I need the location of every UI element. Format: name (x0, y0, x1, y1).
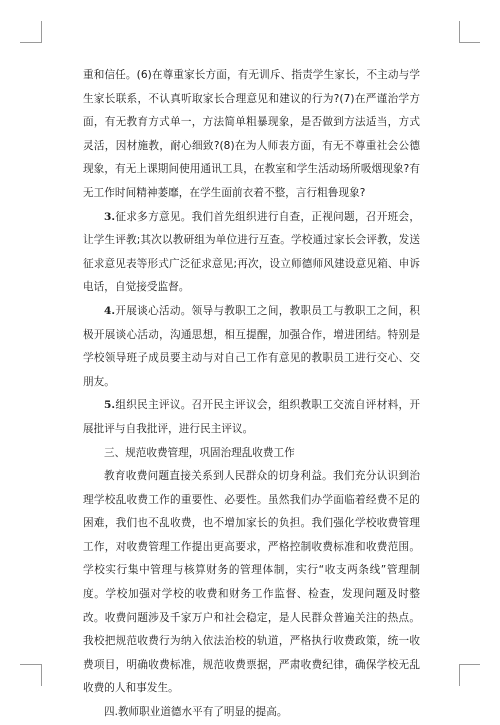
item-text: 开展谈心活动。领导与教职工之间，教职员工与教职工之间，积极开展谈心活动，沟通思想，相互提醒，加强合作，增进团结。特别是学校领导班子成员要主动与对自己工作有意见的教职员工进行交心、交朋友。 (83, 304, 420, 388)
section-heading-4: 四.教师职业道德水平有了明显的提高。 (104, 706, 288, 719)
document-body (83, 64, 420, 725)
crop-mark-bottom-right-v (459, 664, 460, 686)
crop-mark-bottom-left-h (20, 664, 41, 665)
crop-mark-top-left-v (41, 21, 42, 43)
crop-mark-top-right-h (459, 42, 480, 43)
item-text: 组织民主评议。召开民主评议会，组织教职工交流自评材料，开展批评与自我批评，进行民主评议。 (83, 399, 420, 435)
paragraph-continuation: 重和信任。(6)在尊重家长方面，有无训斥、指责学生家长，不主动与学生家长联系，不认真听取家长合理意见和建议的行为?(7)在严谨治学方面，有无教育方式单一，方法简单粗暴现象，是否做到方法适当，方式灵活，因材施教，耐心细致?(8)在为人师表方面，有无不尊重社会公德现象，有无上课期间使用通讯工具，在教室和学生活动场所吸烟现象?有无工作时间精神萎靡，在学生面前衣着不整，言行粗鲁现象? (83, 69, 420, 199)
item-number: 5. (104, 399, 116, 412)
crop-mark-top-left-h (20, 42, 41, 43)
crop-mark-top-right-v (459, 21, 460, 43)
item-text: 征求多方意见。我们首先组织进行自查，正视问题，召开班会，让学生评教;其次以教研组为单位进行互查。学校通过家长会评教，发送征求意见表等形式广泛征求意见;再次，设立师德师风建设意见箱、申诉电话，自觉接受监督。 (83, 210, 420, 294)
section-heading-3: 三、规范收费管理，巩固治理乱收费工作 (104, 446, 295, 459)
item-number: 3. (104, 210, 116, 223)
item-number: 4. (104, 304, 116, 317)
paragraph-item-3 (83, 206, 420, 300)
paragraph-item-4 (83, 300, 420, 394)
paragraph-fee-management: 教育收费问题直接关系到人民群众的切身利益。我们充分认识到治理学校乱收费工作的重要性、必要性。虽然我们办学面临着经费不足的困难，我们也不乱收费，也不增加家长的负担。我们强化学校收费管理工作，对收费管理工作提出更高要求，严格控制收费标准和收费范围。学校实行集中管理与核算财务的管理体制，实行“收支两条线”管理制度。学校加强对学校的收费和财务工作监督、检查，发现问题及时整改。收费问题涉及千家万户和社会稳定，是人民群众普遍关注的热点。我校把规范收费行为纳入依法治校的轨道，严格执行收费政策，统一收费项目，明确收费标准，规范收费票据，严肃收费纪律，确保学校无乱收费的人和事发生。 (83, 470, 420, 695)
crop-mark-bottom-right-h (459, 664, 480, 665)
crop-mark-bottom-left-v (41, 664, 42, 686)
paragraph-item-5 (83, 394, 420, 441)
